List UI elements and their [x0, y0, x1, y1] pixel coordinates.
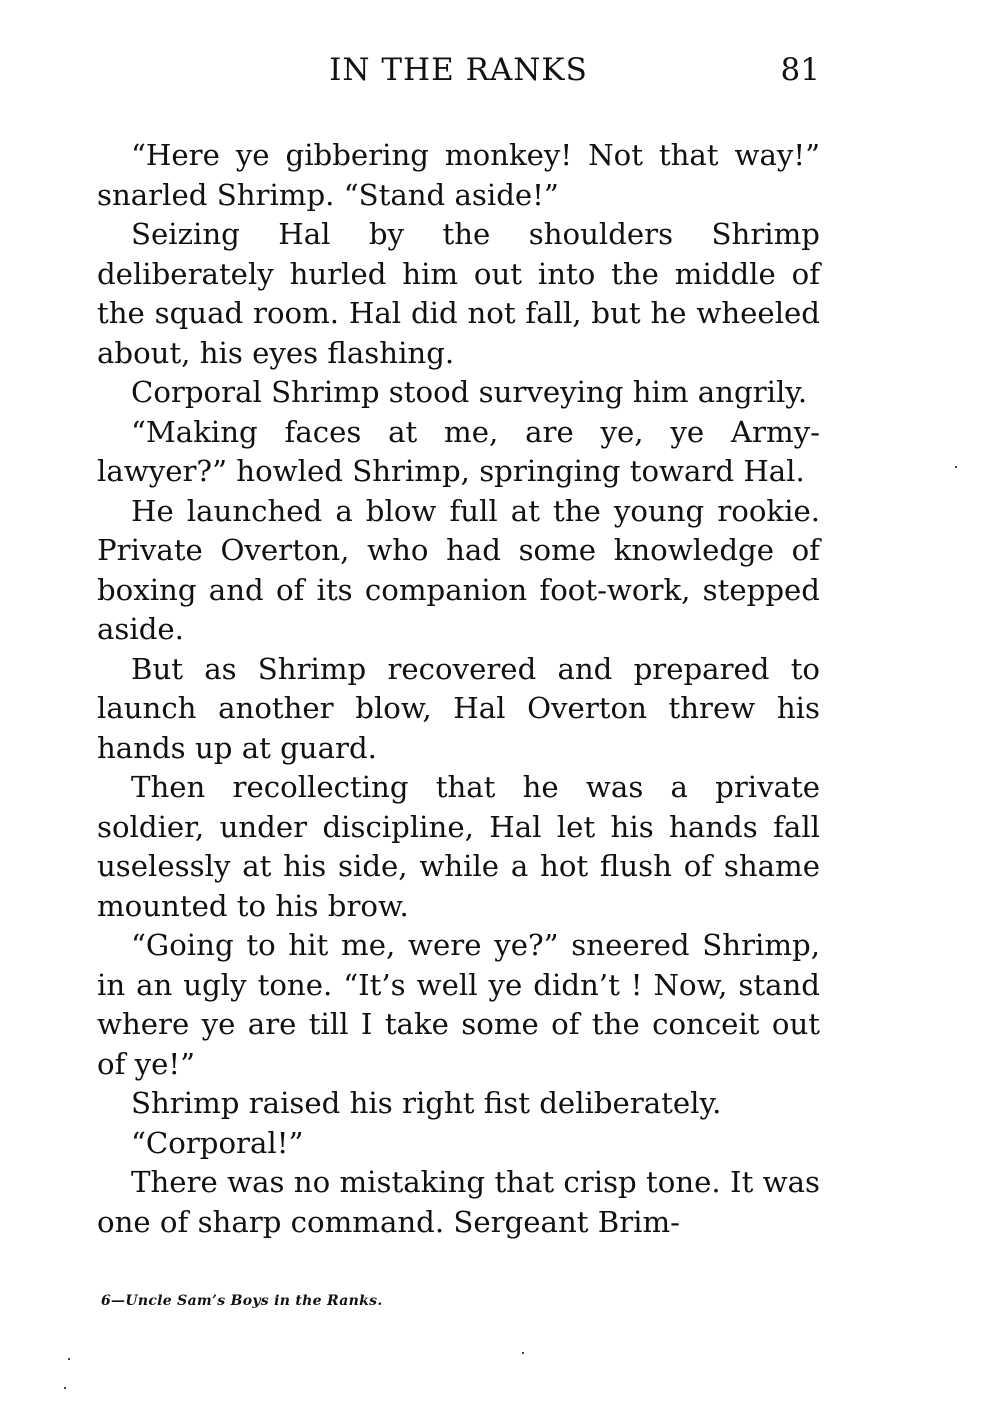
paragraph: Corporal Shrimp stood surveying him angrily.: [131, 375, 808, 409]
print-speck: [522, 1352, 524, 1354]
body-text: [97, 136, 820, 1242]
page-number: 81: [780, 52, 820, 88]
paragraph: Then recollecting that he was a private soldier, under discipline, Hal let his hands fall uselessly at his side, while a hot flush of shame mounted to his brow.: [97, 770, 820, 923]
print-speck: [68, 1358, 70, 1360]
paragraph: He launched a blow full at the young rookie. Private Overton, who had some knowledge of boxing and of its companion foot-work, stepped aside.: [97, 493, 820, 646]
paragraph: Seizing Hal by the shoulders Shrimp deliberately hurled him out into the middle of the squad room. Hal did not fall, but he wheeled about, his eyes flashing.: [97, 217, 820, 370]
running-head: [97, 52, 820, 96]
paragraph: Shrimp raised his right fist deliberately.: [131, 1086, 722, 1120]
paragraph: “Making faces at me, are ye, ye Army-lawyer?” howled Shrimp, springing toward Hal.: [97, 414, 820, 488]
signature-line: 6—Uncle Sam’s Boys in the Ranks.: [101, 1293, 383, 1309]
print-speck: [64, 1387, 66, 1389]
paragraph: “Corporal!”: [131, 1125, 304, 1160]
print-speck: [955, 466, 957, 468]
paragraph: “Going to hit me, were ye?” sneered Shrimp, in an ugly tone. “It’s well ye didn’t ! Now, stand where ye are till I take some of the conceit out of ye!”: [97, 928, 820, 1081]
paragraph: But as Shrimp recovered and prepared to launch another blow, Hal Overton threw his hands up at guard.: [97, 651, 820, 765]
running-title: IN THE RANKS: [329, 52, 588, 88]
paragraph: “Here ye gibbering monkey! Not that way!” snarled Shrimp. “Stand aside!”: [97, 138, 820, 212]
paragraph: There was no mistaking that crisp tone. It was one of sharp command. Sergeant Brim-: [97, 1165, 820, 1239]
